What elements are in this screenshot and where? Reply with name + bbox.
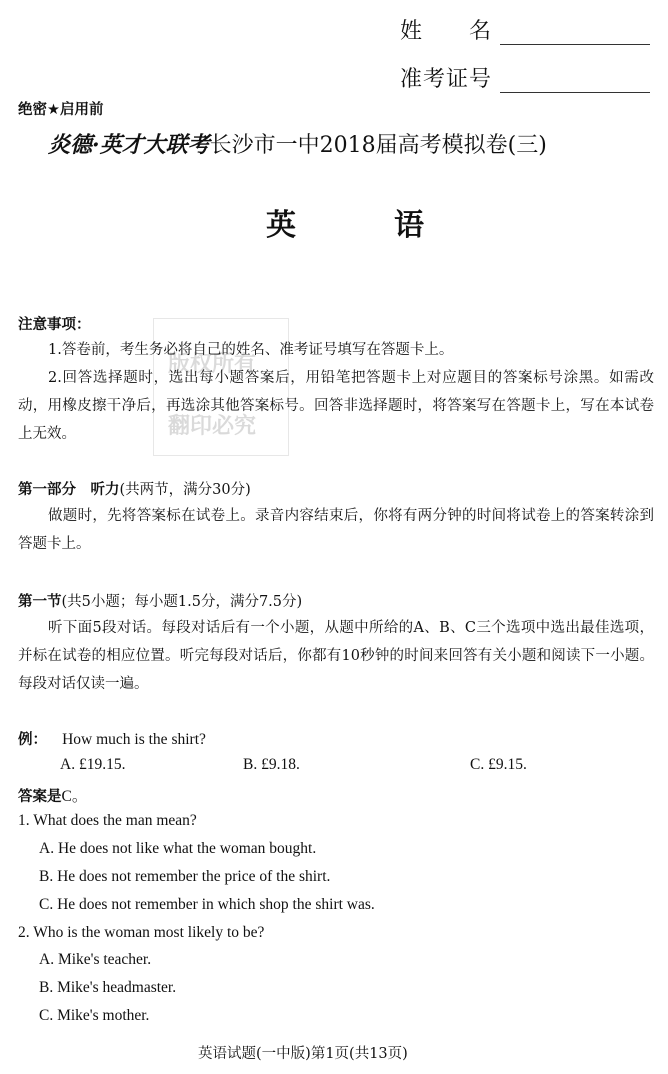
id-field	[400, 62, 650, 93]
notes-item-2: 2.回答选择题时，选出每小题答案后，用铅笔把答题卡上对应题目的答案标号涂黑。如需改动，用橡皮擦干净后，再选涂其他答案标号。回答非选择题时，将答案写在答题卡上，写在本试卷上无效。	[18, 370, 654, 442]
page-footer: 英语试题(一中版)第1页(共13页)	[198, 1046, 408, 1062]
question-1-stem: 1. What does the man mean?	[18, 812, 197, 829]
exam-title	[48, 128, 547, 159]
part1-heading	[18, 478, 251, 499]
subject-title: 英 语	[266, 208, 426, 243]
example-option-b: B. £9.18.	[243, 756, 300, 773]
notes-item-1: 1.答卷前，考生务必将自己的姓名、准考证号填写在答题卡上。	[48, 342, 454, 358]
example-answer-value: C。	[61, 788, 88, 805]
name-blank	[500, 22, 650, 45]
name-label: 姓 名	[400, 19, 493, 44]
example-option-c: C. £9.15.	[470, 756, 527, 773]
example-question: How much is the shirt?	[62, 731, 206, 748]
stamp-line2: 翻印必究	[168, 413, 257, 439]
section1-instructions: 听下面5段对话。每段对话后有一个小题，从题中所给的A、B、C三个选项中选出最佳选项，并标在试卷的相应位置。听完每段对话后，你都有10秒钟的时间来回答有关小题和阅读下一小题。每段对话仅读一遍。	[18, 620, 654, 692]
title-brand: 炎德·英才大联考	[48, 132, 210, 158]
section1-heading	[18, 590, 302, 611]
question-1-option-a: A. He does not like what the woman bought.	[39, 840, 317, 857]
section1-heading-bold: 第一节	[18, 594, 62, 610]
id-label: 准考证号	[400, 67, 493, 92]
question-2-option-a: A. Mike's teacher.	[39, 951, 152, 968]
example-label: 例：	[18, 732, 47, 748]
notes-heading: 注意事项：	[18, 317, 91, 333]
title-rest: 长沙市一中2018届高考模拟卷(三)	[209, 133, 547, 158]
part1-heading-bold: 第一部分 听力	[18, 482, 120, 498]
example-row	[18, 728, 206, 749]
secret-mark: 绝密★启用前	[18, 102, 104, 118]
question-1-option-b: B. He does not remember the price of the shirt.	[39, 868, 331, 885]
question-2-option-b: B. Mike's headmaster.	[39, 979, 177, 996]
question-2-stem: 2. Who is the woman most likely to be?	[18, 924, 265, 941]
part1-heading-rest: (共两节，满分30分)	[119, 482, 251, 498]
part1-instructions: 做题时，先将答案标在试卷上。录音内容结束后，你将有两分钟的时间将试卷上的答案转涂到答题卡上。	[18, 508, 654, 552]
example-answer	[18, 784, 87, 806]
id-blank	[500, 70, 650, 93]
section1-heading-rest: (共5小题；每小题1.5分，满分7.5分)	[61, 594, 303, 610]
example-option-a: A. £19.15.	[60, 756, 126, 773]
question-2-option-c: C. Mike's mother.	[39, 1007, 150, 1024]
example-answer-label: 答案是	[18, 789, 62, 805]
name-field	[400, 14, 650, 45]
stamp-line1: 版权所有	[168, 351, 257, 377]
question-1-option-c: C. He does not remember in which shop the shirt was.	[39, 896, 375, 913]
